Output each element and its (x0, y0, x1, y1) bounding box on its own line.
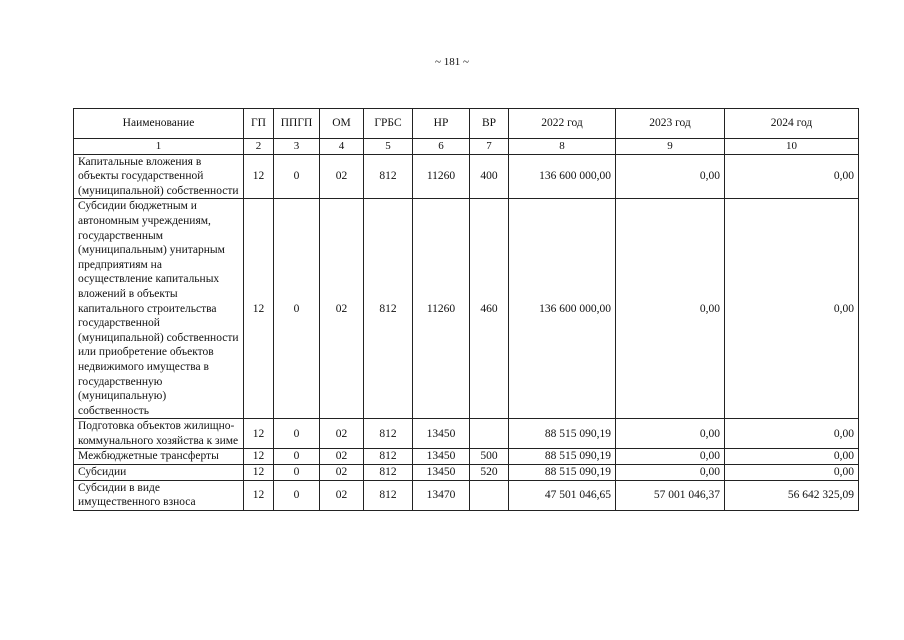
cell-2024: 56 642 325,09 (725, 480, 859, 510)
cell-nr: 11260 (413, 154, 470, 199)
cell-gp: 12 (244, 419, 274, 449)
cell-ppgp: 0 (274, 199, 320, 419)
budget-table (73, 108, 859, 511)
header-2024: 2024 год (725, 109, 859, 139)
cell-ppgp: 0 (274, 449, 320, 465)
header-nr: НР (413, 109, 470, 139)
cell-om: 02 (320, 480, 364, 510)
header-row (74, 109, 859, 139)
column-number: 4 (320, 139, 364, 155)
column-number: 7 (470, 139, 509, 155)
cell-gp: 12 (244, 154, 274, 199)
cell-2022: 88 515 090,19 (509, 419, 616, 449)
header-ppgp: ППГП (274, 109, 320, 139)
cell-2022: 88 515 090,19 (509, 465, 616, 481)
table-row (74, 154, 859, 199)
cell-ppgp: 0 (274, 154, 320, 199)
cell-nr: 13450 (413, 449, 470, 465)
header-2023: 2023 год (616, 109, 725, 139)
cell-nr: 13470 (413, 480, 470, 510)
cell-nr: 13450 (413, 465, 470, 481)
header-grbs: ГРБС (364, 109, 413, 139)
cell-2023: 0,00 (616, 465, 725, 481)
cell-gp: 12 (244, 465, 274, 481)
row-name: Капитальные вложения в объекты государственной (муниципальной) собственности (74, 154, 244, 199)
cell-2023: 0,00 (616, 199, 725, 419)
header-om: ОМ (320, 109, 364, 139)
cell-vr: 400 (470, 154, 509, 199)
table-row (74, 419, 859, 449)
cell-vr (470, 480, 509, 510)
column-number: 3 (274, 139, 320, 155)
cell-grbs: 812 (364, 465, 413, 481)
column-number-row (74, 139, 859, 155)
cell-nr: 11260 (413, 199, 470, 419)
cell-grbs: 812 (364, 199, 413, 419)
cell-ppgp: 0 (274, 465, 320, 481)
row-name: Межбюджетные трансферты (74, 449, 244, 465)
row-name: Субсидии в виде имущественного взноса (74, 480, 244, 510)
table-row (74, 449, 859, 465)
cell-om: 02 (320, 465, 364, 481)
cell-om: 02 (320, 154, 364, 199)
table-row (74, 465, 859, 481)
cell-nr: 13450 (413, 419, 470, 449)
cell-2024: 0,00 (725, 419, 859, 449)
column-number: 2 (244, 139, 274, 155)
cell-2022: 136 600 000,00 (509, 199, 616, 419)
cell-2022: 47 501 046,65 (509, 480, 616, 510)
cell-2023: 0,00 (616, 154, 725, 199)
column-number: 10 (725, 139, 859, 155)
cell-2022: 88 515 090,19 (509, 449, 616, 465)
page-number: ~ 181 ~ (435, 56, 469, 68)
header-name: Наименование (74, 109, 244, 139)
cell-om: 02 (320, 419, 364, 449)
column-number: 5 (364, 139, 413, 155)
cell-om: 02 (320, 199, 364, 419)
header-gp: ГП (244, 109, 274, 139)
cell-vr (470, 419, 509, 449)
column-number: 9 (616, 139, 725, 155)
column-number: 6 (413, 139, 470, 155)
cell-gp: 12 (244, 480, 274, 510)
cell-gp: 12 (244, 199, 274, 419)
cell-gp: 12 (244, 449, 274, 465)
table-row (74, 199, 859, 419)
cell-ppgp: 0 (274, 419, 320, 449)
cell-ppgp: 0 (274, 480, 320, 510)
row-name: Субсидии (74, 465, 244, 481)
column-number: 1 (74, 139, 244, 155)
cell-grbs: 812 (364, 480, 413, 510)
cell-2024: 0,00 (725, 465, 859, 481)
cell-vr: 500 (470, 449, 509, 465)
cell-vr: 520 (470, 465, 509, 481)
cell-2024: 0,00 (725, 199, 859, 419)
cell-vr: 460 (470, 199, 509, 419)
cell-2024: 0,00 (725, 449, 859, 465)
column-number: 8 (509, 139, 616, 155)
cell-grbs: 812 (364, 419, 413, 449)
cell-2023: 0,00 (616, 449, 725, 465)
cell-2024: 0,00 (725, 154, 859, 199)
cell-grbs: 812 (364, 449, 413, 465)
cell-2022: 136 600 000,00 (509, 154, 616, 199)
cell-2023: 57 001 046,37 (616, 480, 725, 510)
table-row (74, 480, 859, 510)
row-name: Субсидии бюджетным и автономным учреждениям, государственным (муниципальным) унитарным предприятиям на осуществление капитальных вложений в объекты капитального строительства государственной (муниципальной) собственности или приобретение объектов недвижимого имущества в государственную (муниципальную) собственность (74, 199, 244, 419)
header-vr: ВР (470, 109, 509, 139)
cell-grbs: 812 (364, 154, 413, 199)
header-2022: 2022 год (509, 109, 616, 139)
cell-om: 02 (320, 449, 364, 465)
cell-2023: 0,00 (616, 419, 725, 449)
row-name: Подготовка объектов жилищно-коммунального хозяйства к зиме (74, 419, 244, 449)
